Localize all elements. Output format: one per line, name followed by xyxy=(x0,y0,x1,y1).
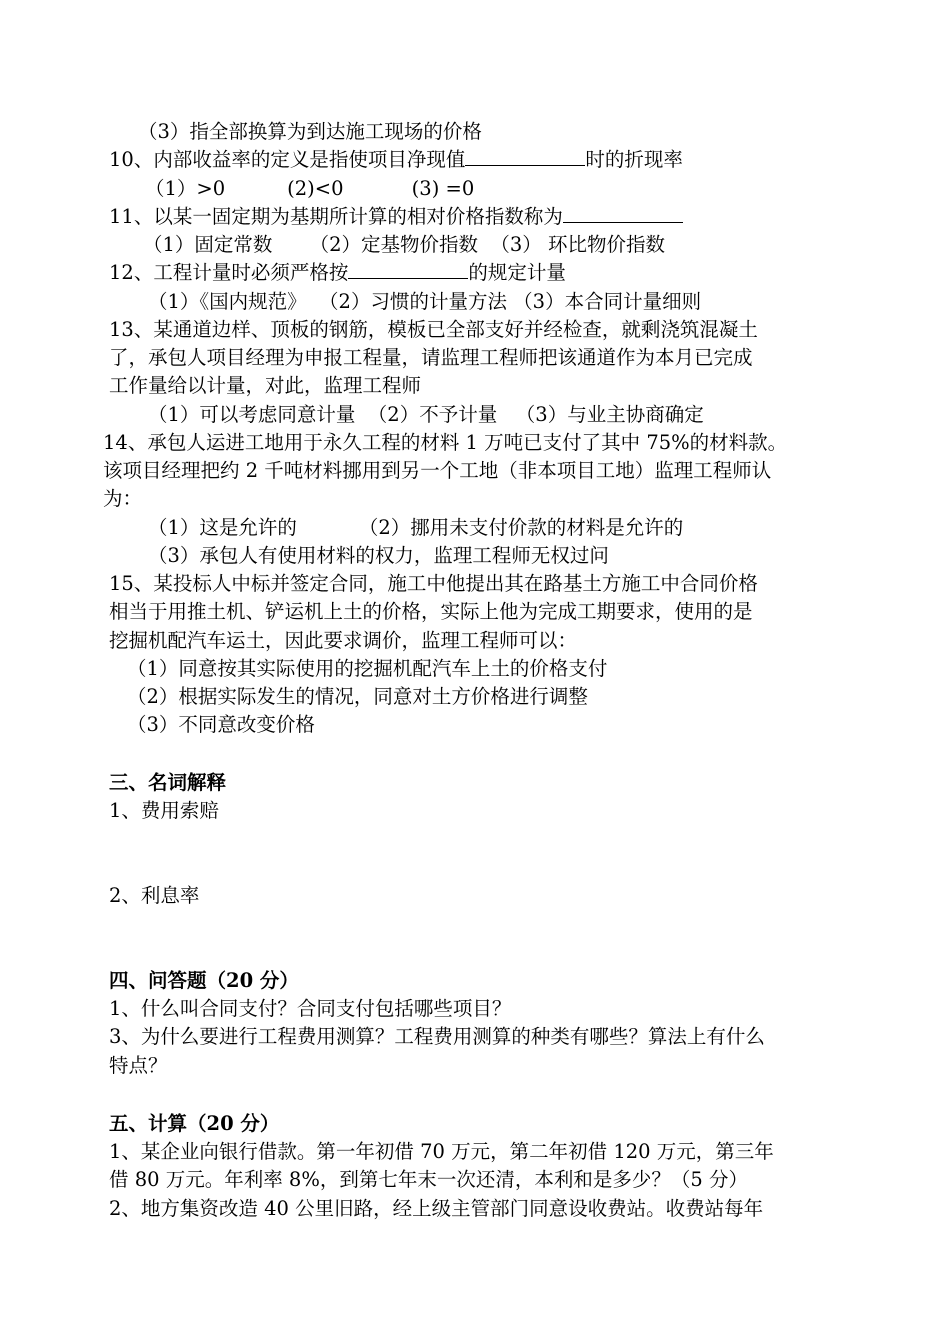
section-5-item-1-line-2: 借 80 万元。年利率 8%，到第七年末一次还清，本利和是多少？（5 分） xyxy=(109,1168,748,1191)
section-5-item-2-line-1: 2、地方集资改造 40 公里旧路，经上级主管部门同意设收费站。收费站每年 xyxy=(109,1197,764,1220)
q10-options: （1）>0 (2)<0 (3) =0 xyxy=(145,177,475,200)
q12-stem-after: 的规定计量 xyxy=(468,261,566,284)
section-3-item-2: 2、利息率 xyxy=(109,884,200,907)
q11-stem xyxy=(109,203,683,230)
q12-stem-before: 12、工程计量时必须严格按 xyxy=(109,261,349,284)
q15-option-3: （3）不同意改变价格 xyxy=(127,713,315,736)
q11-answer-blank xyxy=(563,204,683,223)
q12-options: （1）《国内规范》 （2）习惯的计量方法 （3）本合同计量细则 xyxy=(148,290,702,313)
q13-stem-line-3: 工作量给以计量，对此，监理工程师 xyxy=(109,374,422,397)
section-4-title: 四、问答题（20 分） xyxy=(109,969,299,992)
section-4-item-1: 1、什么叫合同支付？合同支付包括哪些项目？ xyxy=(109,997,512,1020)
q11-stem-before: 11、以某一固定期为基期所计算的相对价格指数称为 xyxy=(109,205,563,228)
q13-stem-line-1: 13、某通道边样、顶板的钢筋，模板已全部支好并经检查，就剩浇筑混凝土 xyxy=(109,318,758,341)
q10-stem xyxy=(109,146,683,173)
section-4-item-3-line-1: 3、为什么要进行工程费用测算？工程费用测算的种类有哪些？算法上有什么 xyxy=(109,1025,765,1048)
q15-stem-line-3: 挖掘机配汽车运土，因此要求调价，监理工程师可以： xyxy=(109,629,578,652)
q10-stem-before: 10、内部收益率的定义是指使项目净现值 xyxy=(109,148,466,171)
q9-option-3: （3）指全部换算为到达施工现场的价格 xyxy=(138,120,482,143)
q12-stem xyxy=(109,259,566,286)
q14-options-1-2: （1）这是允许的 （2）挪用未支付价款的材料是允许的 xyxy=(148,516,684,539)
q13-stem-line-2: 了，承包人项目经理为申报工程量，请监理工程师把该通道作为本月已完成 xyxy=(109,346,753,369)
section-5-item-1-line-1: 1、某企业向银行借款。第一年初借 70 万元，第二年初借 120 万元，第三年 xyxy=(109,1140,774,1163)
q15-option-2: （2）根据实际发生的情况，同意对土方价格进行调整 xyxy=(127,685,588,708)
q15-stem-line-1: 15、某投标人中标并签定合同，施工中他提出其在路基土方施工中合同价格 xyxy=(109,572,758,595)
q14-stem-line-2: 该项目经理把约 2 千吨材料挪用到另一个工地（非本项目工地）监理工程师认 xyxy=(103,459,772,482)
q15-option-1: （1）同意按其实际使用的挖掘机配汽车上土的价格支付 xyxy=(127,657,608,680)
section-3-title: 三、名词解释 xyxy=(109,771,227,794)
section-3-item-1: 1、费用索赔 xyxy=(109,799,219,822)
q12-answer-blank xyxy=(348,260,468,279)
q14-stem-line-3: 为： xyxy=(103,487,143,510)
q13-options: （1）可以考虑同意计量 （2）不予计量 （3）与业主协商确定 xyxy=(148,403,704,426)
section-5-title: 五、计算（20 分） xyxy=(109,1112,280,1135)
q11-options: （1）固定常数 （2）定基物价指数 （3） 环比物价指数 xyxy=(143,233,666,256)
q14-option-3: （3）承包人有使用材料的权力，监理工程师无权过问 xyxy=(148,544,609,567)
q14-stem-line-1: 14、承包人运进工地用于永久工程的材料 1 万吨已支付了其中 75%的材料款。 xyxy=(103,431,788,454)
section-4-item-3-line-2: 特点？ xyxy=(109,1054,168,1077)
q15-stem-line-2: 相当于用推土机、铲运机上土的价格，实际上他为完成工期要求，使用的是 xyxy=(109,600,753,623)
q10-answer-blank xyxy=(465,147,585,166)
q10-stem-after: 时的折现率 xyxy=(585,148,683,171)
